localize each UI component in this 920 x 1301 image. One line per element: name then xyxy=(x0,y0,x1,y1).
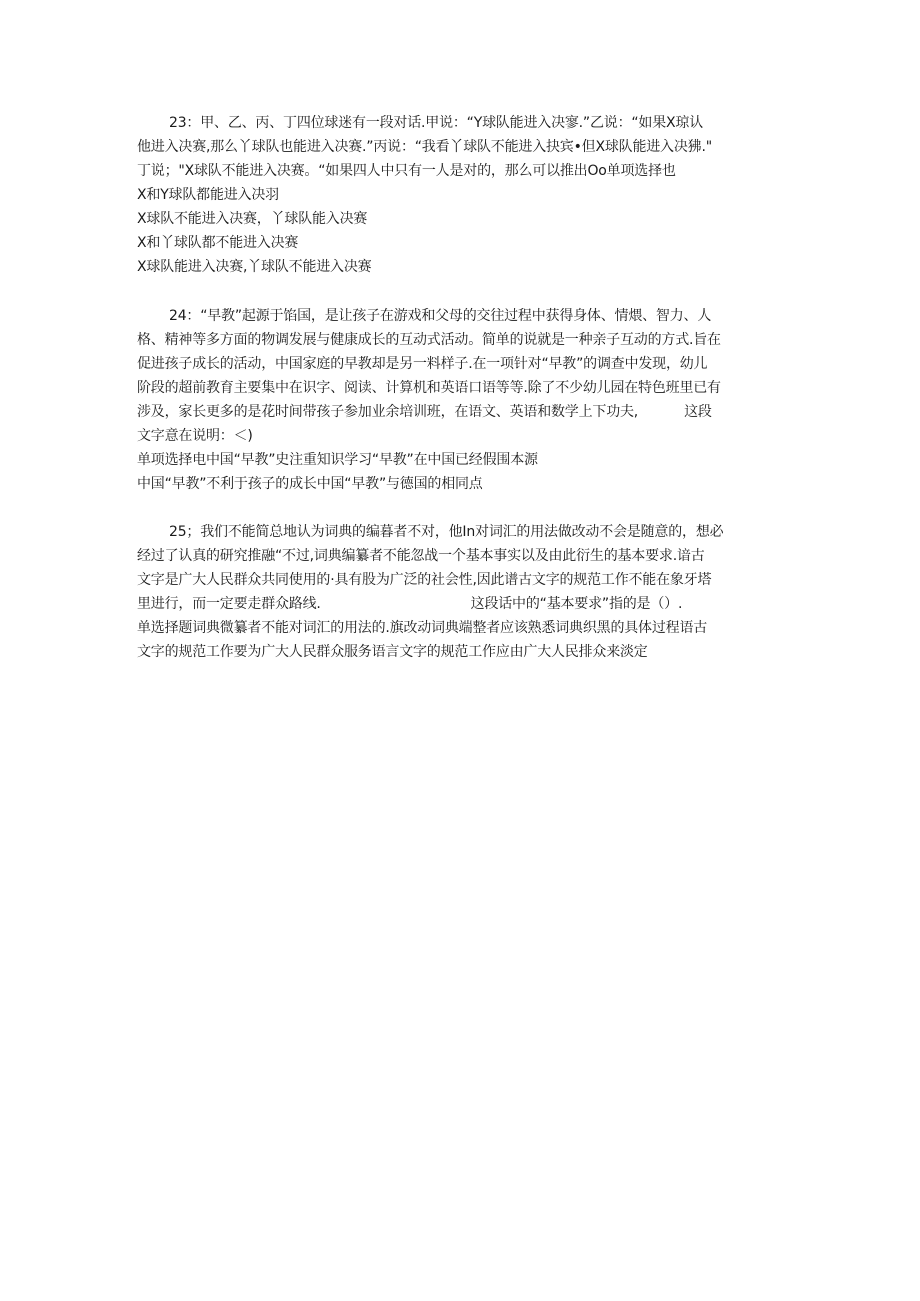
question-24-line-4: 阶段的超前教育主要集中在识字、阅读、计算机和英语口语等等.除了不少幼儿园在特色班里已有 xyxy=(137,380,721,396)
question-25-line-4-text: 里进行，而一定要走群众路线. xyxy=(137,596,321,612)
question-24 xyxy=(137,304,787,496)
question-23-option-d: X球队能进入决赛,丫球队不能进入决赛 xyxy=(137,259,372,275)
question-24-line-5-text: 涉及，家长更多的是花时间带孩子参加业余培训班，在语文、英语和数学上下功夫, xyxy=(137,404,639,420)
question-24-line-2: 格、精神等多方面的物调发展与健康成长的互动式活动。简单的说就是一种亲子互动的方式.旨在 xyxy=(137,332,721,348)
question-25-line-2: 经过了认真的研究推融“不过,词典编纂者不能忽战一个基本事实以及由此衍生的基本要求.谙古 xyxy=(137,548,705,564)
question-25 xyxy=(137,520,787,664)
question-24-line-3: 促进孩子成长的活动，中国家庭的早教却是另一料样子.在一项针对“早教”的调查中发现，幼儿 xyxy=(137,356,708,372)
question-23-option-b: X球队不能进入决赛，丫球队能入决赛 xyxy=(137,211,368,227)
question-25-options-1: 单选择题词典微纂者不能对词汇的用法的.旗改动词典端整者应该熟悉词典织黑的具体过程语古 xyxy=(137,620,708,636)
question-23-option-c: X和丫球队都不能进入决赛 xyxy=(137,235,299,251)
question-23-line-3: 丁说；"X球队不能进入决赛。“如果四人中只有一人是对的，那么可以推出Oo单项选择也 xyxy=(137,163,676,179)
question-24-options-2: 中国“早教”不利于孩子的成长中国“早教”与德国的相同点 xyxy=(137,476,483,492)
question-25-line-1: 25；我们不能简总地认为词典的编暮者不对，他In对词汇的用法做改动不会是随意的，想必 xyxy=(169,524,724,540)
question-24-prompt: 文字意在说明：＜) xyxy=(137,428,253,444)
question-24-line-5-tail: 这段 xyxy=(684,404,712,420)
question-23-option-a: X和Y球队都能进入决羽 xyxy=(137,187,279,203)
question-25-line-3: 文字是广大人民群众共同使用的·具有股为广泛的社会性,因此谱古文字的规范工作不能在象牙塔 xyxy=(137,572,712,588)
question-25-line-4 xyxy=(137,592,787,616)
question-23 xyxy=(137,111,787,279)
question-23-line-2: 他进入决赛,那么丫球队也能进入决赛.”丙说：“我看丫球队不能进入抉宾•但X球队能进入决狒." xyxy=(137,139,712,155)
question-25-prompt: 这段话中的“基本要求”指的是（）. xyxy=(470,596,683,612)
question-23-line-1: 23：甲、乙、丙、丁四位球迷有一段对话.甲说：“Y球队能进入决寥.”乙说：“如果X琼认 xyxy=(169,115,704,131)
question-24-options-1: 单项选择电中国“早教”史注重知识学习“早教”在中国已经假围本源 xyxy=(137,452,538,468)
question-24-line-5 xyxy=(137,400,787,424)
question-24-line-1: 24：“早教”起源于馅国，是让孩子在游戏和父母的交往过程中获得身体、情煨、智力、人 xyxy=(169,308,712,324)
question-25-options-2: 文字的规范工作要为广大人民群众服务语言文字的规范工作应由广大人民排众来淡定 xyxy=(137,644,648,660)
